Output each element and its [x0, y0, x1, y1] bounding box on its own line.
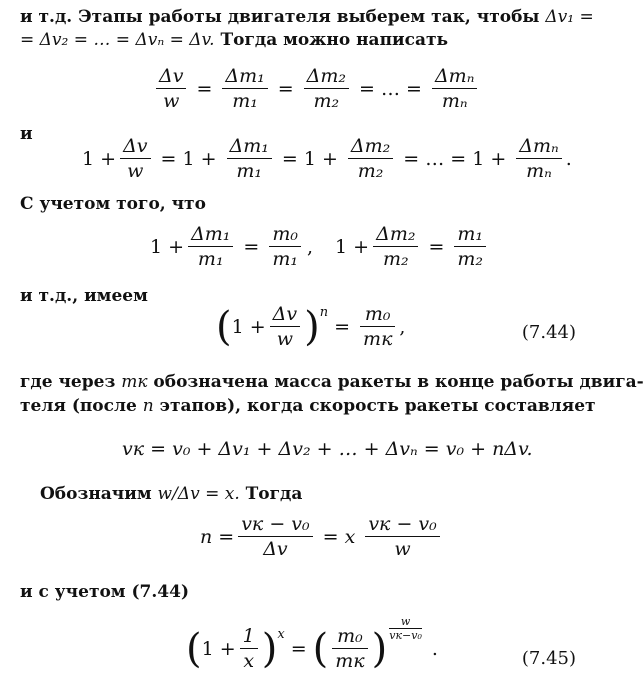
paragraph-line: Обозначим w/Δv = x. Тогда — [40, 484, 303, 504]
paragraph-line: С учетом того, что — [20, 194, 206, 214]
fraction: $\frac{\text{Δm₁}}{\text{m₁}}$ — [227, 134, 272, 183]
fraction: $\frac{\text{Δm₂}}{\text{m₂}}$ — [348, 134, 393, 183]
equation-mass-ratios: 1 + $\frac{\text{Δm₁}}{\text{m₁}}$ = $\frac{\text{m₀}}{\text{m₁}}$ , 1 + $\frac{\text{Δm₂}}{\text{m₂}}$ = $\frac{\text{m₁}}{\text{m₂}}$ — [150, 222, 490, 271]
fraction: $\frac{1}{x}$ — [240, 624, 258, 673]
fraction: $\frac{\text{vк − v₀}}{\Delta v}$ — [238, 512, 312, 561]
paragraph-line: = Δv₂ = … = Δvₙ = Δv. Тогда можно написать — [20, 30, 449, 50]
fraction: $\frac{\text{m₁}}{\text{m₂}}$ — [454, 222, 486, 271]
conjunction: и — [20, 124, 33, 144]
fraction: $\frac{\text{Δm₂}}{\text{m₂}}$ — [304, 64, 349, 113]
fraction: $\frac{\text{Δmₙ}}{\text{mₙ}}$ — [432, 64, 477, 113]
fraction: $\frac{\text{Δm₁}}{\text{m₁}}$ — [188, 222, 233, 271]
fraction: $\frac{\text{m₀}}{\text{m₁}}$ — [269, 222, 301, 271]
math-inline: = Δv₂ = … = Δvₙ = Δv. — [20, 30, 215, 50]
fraction: $\frac{\text{Δm₁}}{\text{m₁}}$ — [222, 64, 267, 113]
fraction: $\frac{\Delta v}{w}$ — [270, 302, 300, 351]
equation-final-velocity: vк = v₀ + Δv₁ + Δv₂ + … + Δvₙ = v₀ + nΔv. — [122, 438, 533, 460]
exponent-fraction: w vк−v₀ — [389, 615, 422, 642]
equation-n-stages: n = $\frac{\text{vк − v₀}}{\Delta v}$ = x $\frac{\text{vк − v₀}}{w}$ — [200, 512, 444, 561]
paragraph-line: где через mк обозначена масса ракеты в конце работы двига- — [20, 372, 644, 392]
paragraph-line: и т.д., имеем — [20, 286, 148, 306]
paragraph-line: теля (после n этапов), когда скорость ракеты составляет — [20, 396, 596, 416]
equation-ratio-chain: $\frac{\Delta v}{w}$ = $\frac{\text{Δm₁}}{\text{m₁}}$ = $\frac{\text{Δm₂}}{\text{m₂}}$ = … = $\frac{\text{Δmₙ}}{\text{mₙ}}$ — [152, 64, 481, 113]
paragraph-line: и т.д. Этапы работы двигателя выберем так, чтобы Δv₁ = — [20, 7, 594, 27]
fraction: $\frac{\text{Δmₙ}}{\text{mₙ}}$ — [516, 134, 561, 183]
equation-number: (7.45) — [521, 648, 576, 669]
fraction: $\frac{\text{m₀}}{mк}$ — [360, 302, 395, 351]
fraction: $\frac{\Delta v}{w}$ — [120, 134, 150, 183]
paragraph-line: и с учетом (7.44) — [20, 582, 189, 602]
equation-7-45: ( 1 + $\frac{1}{x}$ ) x = ( $\frac{\text{m₀}}{mк}$ ) w vк−v₀ . — [186, 615, 438, 672]
equation-number: (7.44) — [521, 322, 576, 343]
fraction: $\frac{\text{Δm₂}}{\text{m₂}}$ — [373, 222, 418, 271]
fraction: $\frac{\text{m₀}}{mк}$ — [332, 624, 367, 673]
fraction: $\frac{\text{vк − v₀}}{w}$ — [365, 512, 439, 561]
fraction: $\frac{\Delta v}{w}$ — [156, 64, 186, 113]
equation-7-44: ( 1 + $\frac{\Delta v}{w}$ ) n = $\frac{\text{m₀}}{mк}$ , — [216, 303, 406, 350]
equation-one-plus-chain: 1 + $\frac{\Delta v}{w}$ = 1 + $\frac{\text{Δm₁}}{\text{m₁}}$ = 1 + $\frac{\text{Δm₂}}{\text{m₂}}$ = … = 1 + $\frac{\text{Δmₙ}}{\text{mₙ}}$ . — [82, 135, 572, 182]
math-inline: Δv₁ = — [545, 7, 594, 27]
